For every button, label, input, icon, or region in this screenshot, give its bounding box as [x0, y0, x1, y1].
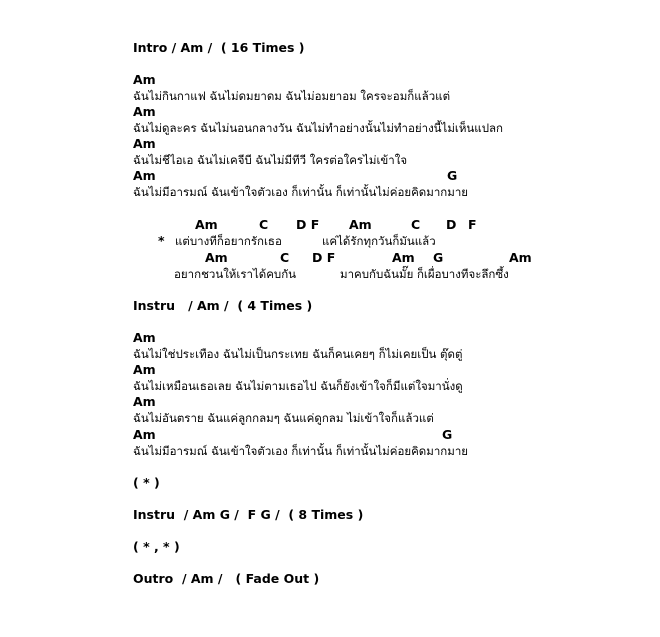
chorus-chord: C	[280, 250, 290, 265]
verse2-lyric-2: ฉันไม่เหมือนเธอเลย ฉันไม่ตามเธอไป ฉันก็ยังเข้าใจก็มีแต่ใจมานั่งดู	[133, 379, 463, 393]
chorus-chord: Am	[392, 250, 415, 265]
chorus-chord: D	[446, 217, 457, 232]
verse2-chord-4b: G	[442, 427, 453, 442]
instru-line-1: Instru / Am / ( 4 Times )	[133, 298, 313, 313]
verse1-chord-1: Am	[133, 72, 156, 87]
chorus-lyric-1b: แค่ได้รักทุกวันก็มันแล้ว	[322, 234, 436, 248]
chorus-chord: G	[433, 250, 444, 265]
chorus-chord: Am	[195, 217, 218, 232]
chorus-chord: C	[411, 217, 421, 232]
chorus-chord: D F	[312, 250, 336, 265]
verse1-chord-3: Am	[133, 136, 156, 151]
outro-line: Outro / Am / ( Fade Out )	[133, 571, 320, 586]
chorus-chord: Am	[349, 217, 372, 232]
chorus-chord: Am	[509, 250, 532, 265]
chorus-chord: Am	[205, 250, 228, 265]
verse2-chord-3: Am	[133, 394, 156, 409]
chorus-lyric-1a: แต่บางทีก็อยากรักเธอ	[175, 234, 282, 248]
verse2-chord-1: Am	[133, 330, 156, 345]
chorus-chord: D F	[296, 217, 320, 232]
verse1-lyric-4: ฉันไม่มีอารมณ์ ฉันเข้าใจตัวเอง ก็เท่านั้น ก็เท่านั้นไม่ค่อยคิดมากมาย	[133, 185, 469, 199]
verse1-lyric-1: ฉันไม่กินกาแฟ ฉันไม่ดมยาดม ฉันไม่อมยาอม ใครจะอมก็แล้วแต่	[133, 89, 451, 103]
chorus-marker: *	[158, 233, 165, 248]
repeat-marker-2: ( * , * )	[133, 539, 180, 554]
verse2-lyric-4: ฉันไม่มีอารมณ์ ฉันเข้าใจตัวเอง ก็เท่านั้น ก็เท่านั้นไม่ค่อยคิดมากมาย	[133, 444, 469, 458]
verse1-chord-4b: G	[447, 168, 458, 183]
verse1-chord-4: Am	[133, 168, 156, 183]
intro-line: Intro / Am / ( 16 Times )	[133, 40, 305, 55]
verse2-lyric-1: ฉันไม่ใช่ประเทือง ฉันไม่เป็นกระเทย ฉันก็คนเคยๆ ก็ไม่เคยเป็น ตุ๊ดตู่	[133, 347, 463, 361]
repeat-marker-1: ( * )	[133, 475, 160, 490]
instru-line-2: Instru / Am G / F G / ( 8 Times )	[133, 507, 364, 522]
verse1-chord-2: Am	[133, 104, 156, 119]
chorus-lyric-2a: อยากชวนให้เราได้คบกัน	[174, 267, 297, 281]
verse2-lyric-3: ฉันไม่อันตราย ฉันแค่ลูกกลมๆ ฉันแค่ดูกลม ไม่เข้าใจก็แล้วแต่	[133, 411, 434, 425]
verse2-chord-4: Am	[133, 427, 156, 442]
chorus-chord: F	[468, 217, 477, 232]
chorus-lyric-2b: มาคบกับฉันมั๊ย ก็เผื่อบางทีจะลึกซึ้ง	[340, 267, 509, 281]
verse2-chord-2: Am	[133, 362, 156, 377]
chorus-chord: C	[259, 217, 269, 232]
verse1-lyric-3: ฉันไม่ชีไอเอ ฉันไม่เคจีบี ฉันไม่มีทีวี ใครต่อใครไม่เข้าใจ	[133, 153, 408, 167]
verse1-lyric-2: ฉันไม่ดูละคร ฉันไม่นอนกลางวัน ฉันไม่ทำอย่างนั้นไม่ทำอย่างนี้ไม่เห็นแปลก	[133, 121, 503, 135]
